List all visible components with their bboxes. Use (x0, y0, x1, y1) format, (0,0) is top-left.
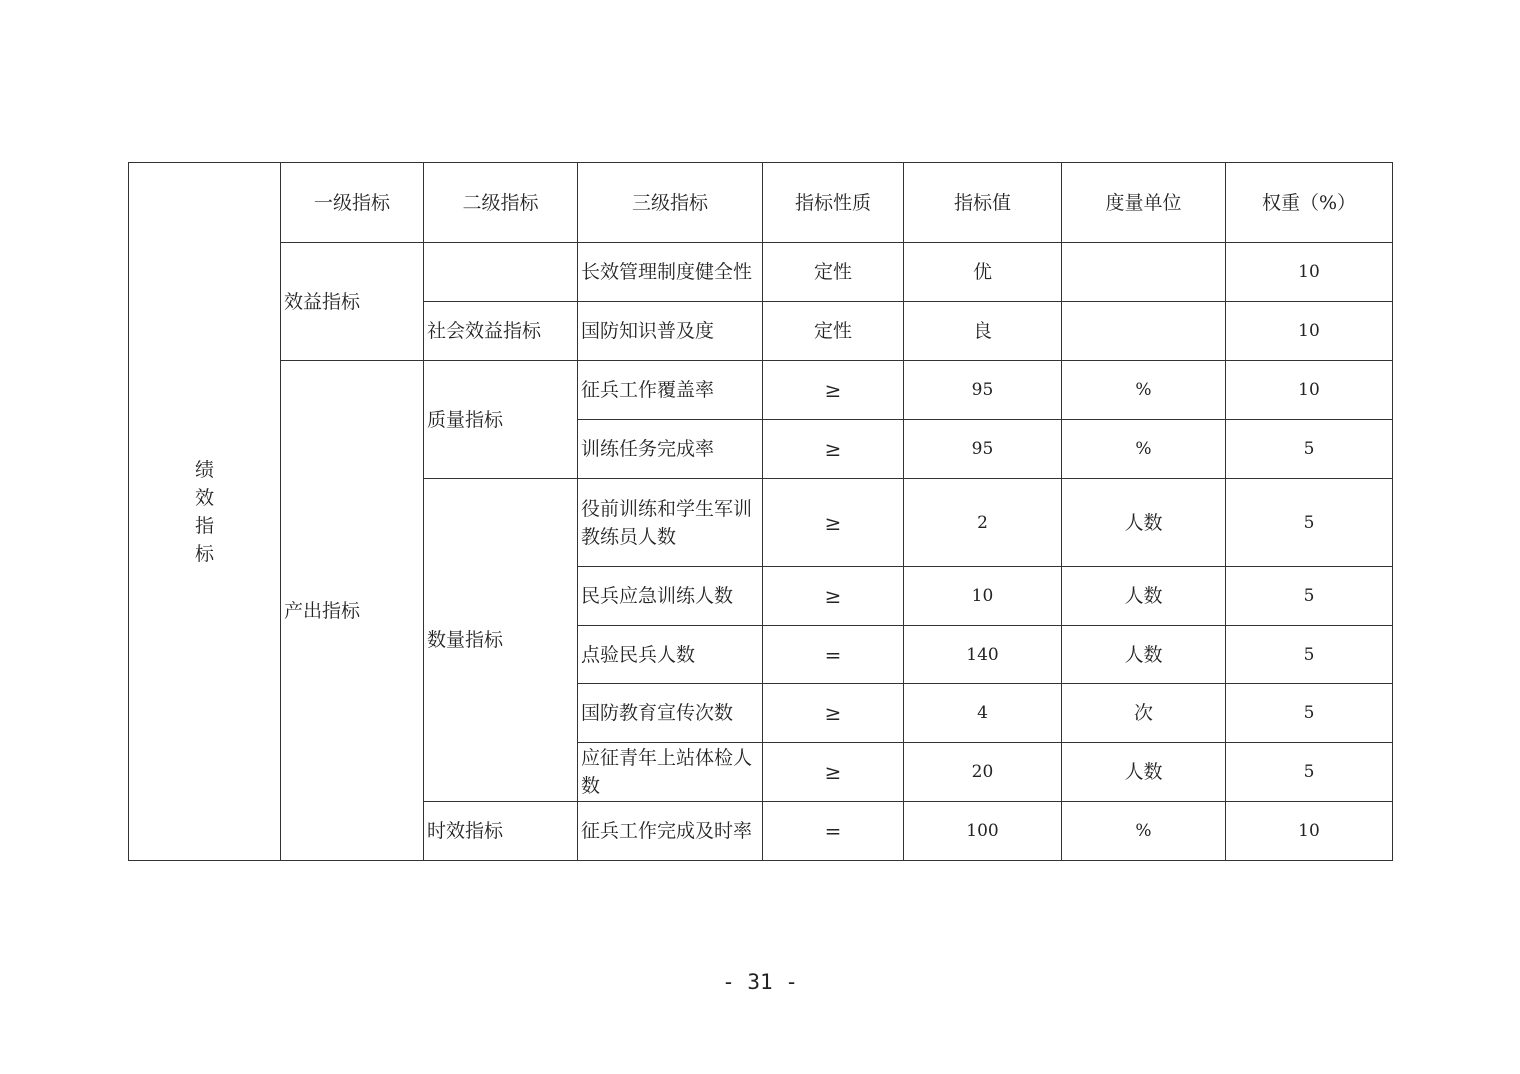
indicator-value: 优 (904, 243, 1062, 302)
group-output: 产出指标 (281, 361, 424, 861)
indicator-nature: 定性 (763, 302, 904, 361)
indicator-name: 点验民兵人数 (578, 626, 763, 684)
indicator-value: 100 (904, 802, 1062, 861)
indicator-value: 10 (904, 567, 1062, 626)
level2-empty-cell (424, 243, 578, 302)
indicator-value: 2 (904, 479, 1062, 567)
table-row (129, 243, 1393, 302)
category-char: 绩 (194, 458, 214, 481)
indicator-weight: 10 (1226, 802, 1393, 861)
group-quantity: 数量指标 (424, 479, 578, 802)
indicator-name: 征兵工作覆盖率 (578, 361, 763, 420)
header-unit: 度量单位 (1062, 163, 1226, 243)
indicator-value: 140 (904, 626, 1062, 684)
indicator-unit (1062, 302, 1226, 361)
category-cell (129, 163, 281, 861)
indicator-name: 国防教育宣传次数 (578, 684, 763, 743)
indicator-nature: ≥ (763, 479, 904, 567)
indicator-unit: 人数 (1062, 567, 1226, 626)
indicator-name: 役前训练和学生军训教练员人数 (578, 479, 763, 567)
indicator-name: 长效管理制度健全性 (578, 243, 763, 302)
indicator-nature: = (763, 802, 904, 861)
indicator-name: 国防知识普及度 (578, 302, 763, 361)
indicator-weight: 5 (1226, 420, 1393, 479)
indicator-name: 征兵工作完成及时率 (578, 802, 763, 861)
indicator-nature: ≥ (763, 361, 904, 420)
indicator-value: 95 (904, 420, 1062, 479)
indicator-unit (1062, 243, 1226, 302)
indicator-unit: 人数 (1062, 743, 1226, 802)
category-char: 指 (194, 514, 214, 537)
indicator-value: 4 (904, 684, 1062, 743)
indicator-nature: = (763, 626, 904, 684)
header-weight: 权重（%） (1226, 163, 1393, 243)
indicator-weight: 10 (1226, 361, 1393, 420)
indicator-value: 20 (904, 743, 1062, 802)
indicator-name: 民兵应急训练人数 (578, 567, 763, 626)
indicator-unit: 人数 (1062, 479, 1226, 567)
group-social-benefit: 社会效益指标 (424, 302, 578, 361)
indicator-nature: 定性 (763, 243, 904, 302)
indicator-unit: % (1062, 361, 1226, 420)
indicator-unit: % (1062, 420, 1226, 479)
indicator-weight: 5 (1226, 684, 1393, 743)
page-number: - 31 - (722, 970, 798, 994)
header-value: 指标值 (904, 163, 1062, 243)
indicator-unit: 次 (1062, 684, 1226, 743)
header-level2: 二级指标 (424, 163, 578, 243)
indicator-weight: 5 (1226, 743, 1393, 802)
category-char: 标 (194, 542, 214, 565)
indicator-weight: 5 (1226, 626, 1393, 684)
indicator-weight: 5 (1226, 567, 1393, 626)
table-row (129, 361, 1393, 420)
group-timeliness: 时效指标 (424, 802, 578, 861)
indicator-nature: ≥ (763, 684, 904, 743)
indicator-unit: 人数 (1062, 626, 1226, 684)
header-nature: 指标性质 (763, 163, 904, 243)
indicator-weight: 5 (1226, 479, 1393, 567)
category-char: 效 (194, 486, 214, 509)
performance-indicator-table (128, 162, 1393, 861)
indicator-value: 良 (904, 302, 1062, 361)
indicator-unit: % (1062, 802, 1226, 861)
indicator-name: 应征青年上站体检人数 (578, 743, 763, 802)
indicator-weight: 10 (1226, 243, 1393, 302)
indicator-name: 训练任务完成率 (578, 420, 763, 479)
table-header-row (129, 163, 1393, 243)
indicator-nature: ≥ (763, 420, 904, 479)
header-level3: 三级指标 (578, 163, 763, 243)
indicator-nature: ≥ (763, 743, 904, 802)
group-benefit: 效益指标 (281, 243, 424, 361)
indicator-value: 95 (904, 361, 1062, 420)
group-quality: 质量指标 (424, 361, 578, 479)
indicator-nature: ≥ (763, 567, 904, 626)
header-level1: 一级指标 (281, 163, 424, 243)
indicator-weight: 10 (1226, 302, 1393, 361)
